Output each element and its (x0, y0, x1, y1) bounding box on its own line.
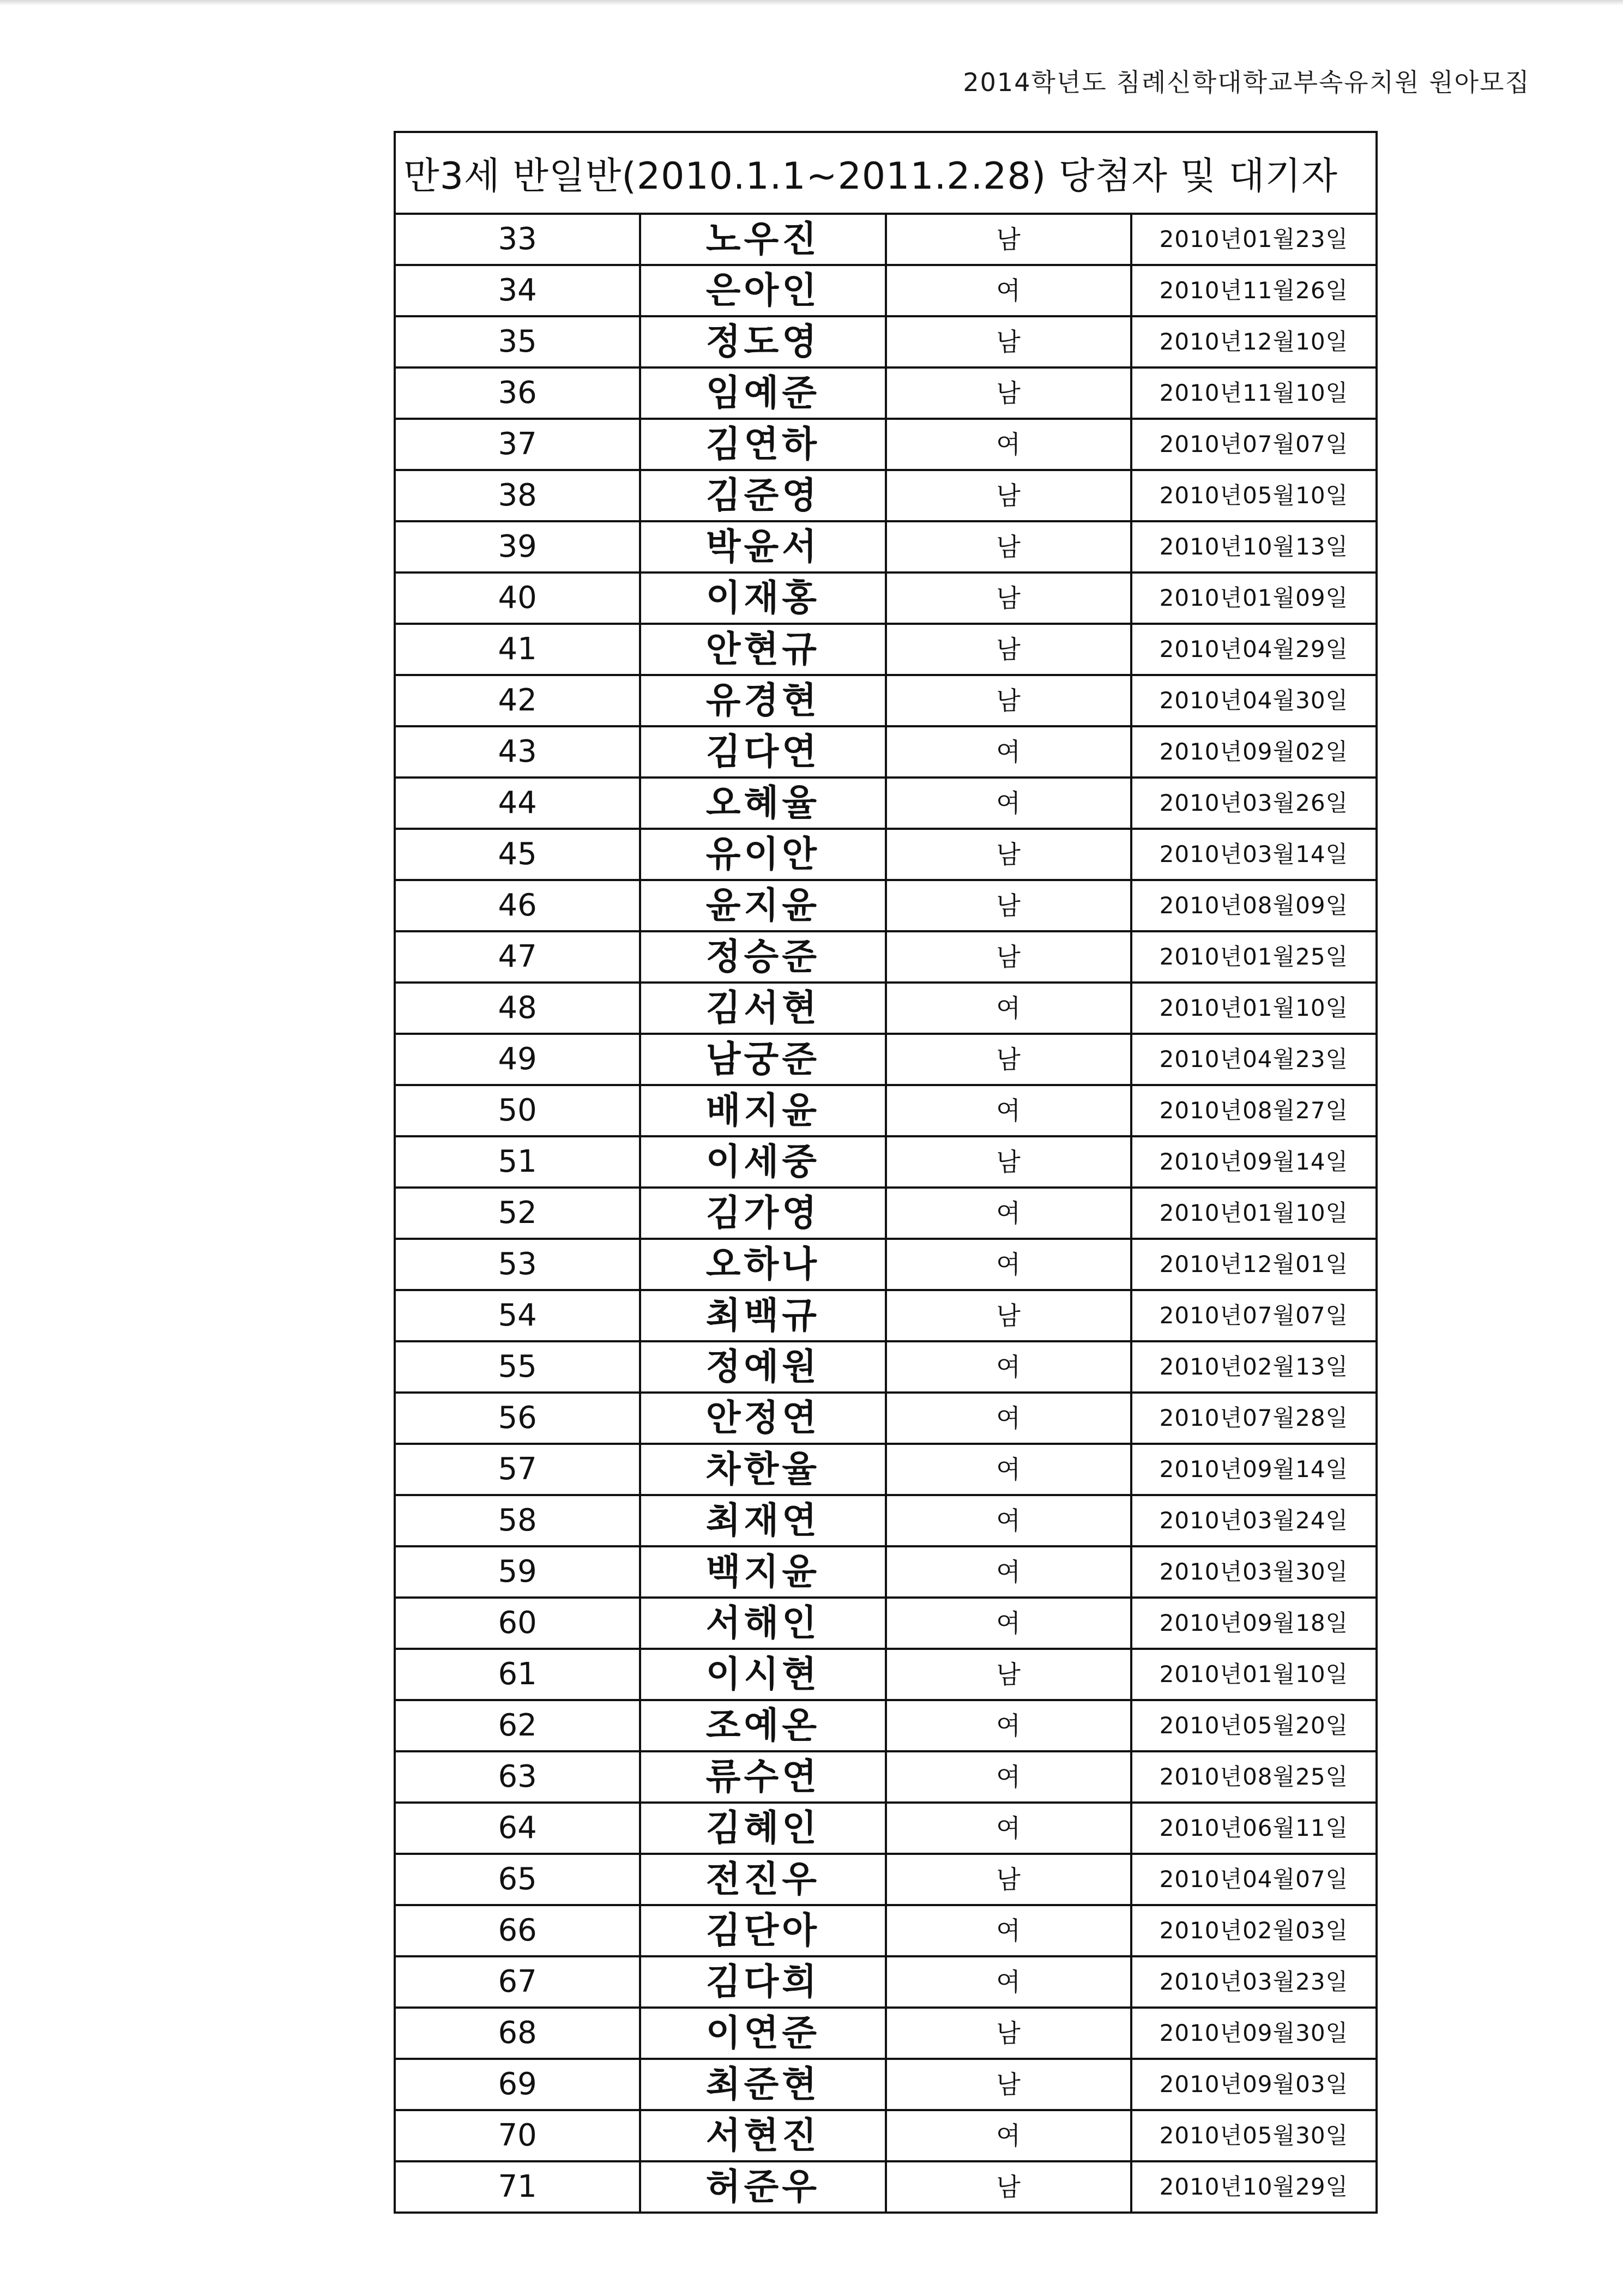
gender-cell: 남 (886, 1290, 1131, 1341)
gender-cell: 남 (886, 470, 1131, 521)
child-name: 정예원 (640, 1341, 885, 1393)
table-row (395, 573, 1377, 624)
row-number: 63 (395, 1751, 640, 1803)
birthdate-cell: 2010년04월29일 (1131, 624, 1377, 675)
row-number: 52 (395, 1188, 640, 1239)
child-name: 김단아 (640, 1905, 885, 1956)
birthdate-cell: 2010년10월29일 (1131, 2161, 1377, 2213)
row-number: 45 (395, 829, 640, 880)
birthdate-cell: 2010년09월30일 (1131, 2008, 1377, 2059)
row-number: 50 (395, 1085, 640, 1136)
row-number: 60 (395, 1598, 640, 1649)
table-row (395, 419, 1377, 470)
row-number: 49 (395, 1034, 640, 1085)
row-number: 71 (395, 2161, 640, 2213)
child-name: 유경현 (640, 675, 885, 726)
gender-cell: 남 (886, 2161, 1131, 2213)
child-name: 김가영 (640, 1188, 885, 1239)
row-number: 42 (395, 675, 640, 726)
gender-cell: 여 (886, 1495, 1131, 1546)
birthdate-cell: 2010년06월11일 (1131, 1803, 1377, 1854)
birthdate-cell: 2010년03월23일 (1131, 1956, 1377, 2008)
child-name: 전진우 (640, 1854, 885, 1905)
row-number: 39 (395, 521, 640, 573)
child-name: 윤지윤 (640, 880, 885, 931)
gender-cell: 남 (886, 573, 1131, 624)
table-row (395, 1444, 1377, 1495)
gender-cell: 여 (886, 2110, 1131, 2161)
row-number: 66 (395, 1905, 640, 1956)
row-number: 37 (395, 419, 640, 470)
row-number: 70 (395, 2110, 640, 2161)
birthdate-cell: 2010년01월10일 (1131, 983, 1377, 1034)
table-row (395, 1239, 1377, 1290)
row-number: 64 (395, 1803, 640, 1854)
gender-cell: 남 (886, 521, 1131, 573)
table-title-row (395, 132, 1377, 214)
gender-cell: 여 (886, 1803, 1131, 1854)
child-name: 김다연 (640, 726, 885, 778)
gender-cell: 여 (886, 1598, 1131, 1649)
gender-cell: 남 (886, 214, 1131, 265)
row-number: 48 (395, 983, 640, 1034)
birthdate-cell: 2010년09월03일 (1131, 2059, 1377, 2110)
row-number: 33 (395, 214, 640, 265)
row-number: 41 (395, 624, 640, 675)
child-name: 남궁준 (640, 1034, 885, 1085)
birthdate-cell: 2010년02월03일 (1131, 1905, 1377, 1956)
gender-cell: 여 (886, 1341, 1131, 1393)
child-name: 정도영 (640, 316, 885, 367)
child-name: 이연준 (640, 2008, 885, 2059)
birthdate-cell: 2010년03월14일 (1131, 829, 1377, 880)
gender-cell: 남 (886, 829, 1131, 880)
birthdate-cell: 2010년01월10일 (1131, 1188, 1377, 1239)
table-row (395, 829, 1377, 880)
child-name: 서해인 (640, 1598, 885, 1649)
gender-cell: 여 (886, 1905, 1131, 1956)
child-name: 정승준 (640, 931, 885, 983)
child-name: 최백규 (640, 1290, 885, 1341)
gender-cell: 여 (886, 1444, 1131, 1495)
gender-cell: 여 (886, 778, 1131, 829)
row-number: 43 (395, 726, 640, 778)
child-name: 최준현 (640, 2059, 885, 2110)
table-row (395, 1136, 1377, 1188)
table-row (395, 983, 1377, 1034)
row-number: 69 (395, 2059, 640, 2110)
child-name: 박윤서 (640, 521, 885, 573)
table-row (395, 2110, 1377, 2161)
table-row (395, 1393, 1377, 1444)
table-row (395, 1034, 1377, 1085)
table-row (395, 1085, 1377, 1136)
gender-cell: 여 (886, 1751, 1131, 1803)
birthdate-cell: 2010년03월26일 (1131, 778, 1377, 829)
child-name: 조예온 (640, 1700, 885, 1751)
scan-edge-artifact (0, 0, 1623, 5)
row-number: 62 (395, 1700, 640, 1751)
row-number: 54 (395, 1290, 640, 1341)
gender-cell: 남 (886, 675, 1131, 726)
gender-cell: 남 (886, 2059, 1131, 2110)
birthdate-cell: 2010년03월30일 (1131, 1546, 1377, 1598)
child-name: 차한율 (640, 1444, 885, 1495)
child-name: 허준우 (640, 2161, 885, 2213)
row-number: 53 (395, 1239, 640, 1290)
gender-cell: 여 (886, 265, 1131, 316)
birthdate-cell: 2010년04월23일 (1131, 1034, 1377, 1085)
child-name: 이재홍 (640, 573, 885, 624)
gender-cell: 여 (886, 1188, 1131, 1239)
gender-cell: 여 (886, 419, 1131, 470)
birthdate-cell: 2010년07월07일 (1131, 1290, 1377, 1341)
birthdate-cell: 2010년01월10일 (1131, 1649, 1377, 1700)
birthdate-cell: 2010년05월30일 (1131, 2110, 1377, 2161)
gender-cell: 남 (886, 1649, 1131, 1700)
child-name: 은아인 (640, 265, 885, 316)
table-row (395, 1188, 1377, 1239)
birthdate-cell: 2010년08월09일 (1131, 880, 1377, 931)
birthdate-cell: 2010년12월10일 (1131, 316, 1377, 367)
child-name: 백지윤 (640, 1546, 885, 1598)
birthdate-cell: 2010년09월18일 (1131, 1598, 1377, 1649)
row-number: 67 (395, 1956, 640, 2008)
row-number: 61 (395, 1649, 640, 1700)
gender-cell: 여 (886, 1239, 1131, 1290)
row-number: 57 (395, 1444, 640, 1495)
table-row (395, 2008, 1377, 2059)
child-name: 이세중 (640, 1136, 885, 1188)
gender-cell: 여 (886, 1700, 1131, 1751)
birthdate-cell: 2010년08월25일 (1131, 1751, 1377, 1803)
table-row (395, 1803, 1377, 1854)
birthdate-cell: 2010년04월30일 (1131, 675, 1377, 726)
birthdate-cell: 2010년01월23일 (1131, 214, 1377, 265)
table-row (395, 316, 1377, 367)
child-name: 류수연 (640, 1751, 885, 1803)
table-row (395, 470, 1377, 521)
birthdate-cell: 2010년11월26일 (1131, 265, 1377, 316)
table-title: 만3세 반일반(2010.1.1~2011.2.28) 당첨자 및 대기자 (395, 132, 1377, 214)
row-number: 68 (395, 2008, 640, 2059)
row-number: 55 (395, 1341, 640, 1393)
table-row (395, 1905, 1377, 1956)
gender-cell: 여 (886, 1085, 1131, 1136)
birthdate-cell: 2010년03월24일 (1131, 1495, 1377, 1546)
child-name: 오하나 (640, 1239, 885, 1290)
row-number: 46 (395, 880, 640, 931)
gender-cell: 남 (886, 316, 1131, 367)
birthdate-cell: 2010년10월13일 (1131, 521, 1377, 573)
child-name: 김다희 (640, 1956, 885, 2008)
gender-cell: 여 (886, 726, 1131, 778)
table-row (395, 931, 1377, 983)
child-name: 노우진 (640, 214, 885, 265)
child-name: 임예준 (640, 367, 885, 419)
gender-cell: 여 (886, 983, 1131, 1034)
document-header: 2014학년도 침례신학대학교부속유치원 원아모집 (963, 68, 1530, 97)
gender-cell: 남 (886, 1034, 1131, 1085)
birthdate-cell: 2010년05월20일 (1131, 1700, 1377, 1751)
row-number: 51 (395, 1136, 640, 1188)
birthdate-cell: 2010년07월28일 (1131, 1393, 1377, 1444)
birthdate-cell: 2010년09월14일 (1131, 1136, 1377, 1188)
gender-cell: 여 (886, 1956, 1131, 2008)
child-name: 안정연 (640, 1393, 885, 1444)
table-row (395, 880, 1377, 931)
row-number: 44 (395, 778, 640, 829)
birthdate-cell: 2010년04월07일 (1131, 1854, 1377, 1905)
table-row (395, 624, 1377, 675)
birthdate-cell: 2010년01월25일 (1131, 931, 1377, 983)
child-name: 서현진 (640, 2110, 885, 2161)
birthdate-cell: 2010년09월02일 (1131, 726, 1377, 778)
roster-body (395, 214, 1377, 2213)
child-name: 김혜인 (640, 1803, 885, 1854)
row-number: 65 (395, 1854, 640, 1905)
table-row (395, 1495, 1377, 1546)
child-name: 김연하 (640, 419, 885, 470)
birthdate-cell: 2010년02월13일 (1131, 1341, 1377, 1393)
row-number: 58 (395, 1495, 640, 1546)
table-row (395, 1751, 1377, 1803)
birthdate-cell: 2010년09월14일 (1131, 1444, 1377, 1495)
gender-cell: 남 (886, 367, 1131, 419)
table-row (395, 778, 1377, 829)
row-number: 56 (395, 1393, 640, 1444)
table-row (395, 1598, 1377, 1649)
child-name: 이시현 (640, 1649, 885, 1700)
row-number: 40 (395, 573, 640, 624)
child-name: 최재연 (640, 1495, 885, 1546)
table-row (395, 726, 1377, 778)
gender-cell: 여 (886, 1546, 1131, 1598)
admission-roster-table (394, 131, 1378, 2214)
child-name: 안현규 (640, 624, 885, 675)
table-row (395, 214, 1377, 265)
gender-cell: 남 (886, 2008, 1131, 2059)
gender-cell: 남 (886, 1136, 1131, 1188)
child-name: 김준영 (640, 470, 885, 521)
child-name: 오혜율 (640, 778, 885, 829)
table-row (395, 1956, 1377, 2008)
table-row (395, 1700, 1377, 1751)
table-row (395, 1854, 1377, 1905)
table-row (395, 675, 1377, 726)
table-row (395, 1649, 1377, 1700)
gender-cell: 남 (886, 1854, 1131, 1905)
table-row (395, 1546, 1377, 1598)
birthdate-cell: 2010년05월10일 (1131, 470, 1377, 521)
child-name: 배지윤 (640, 1085, 885, 1136)
child-name: 김서현 (640, 983, 885, 1034)
gender-cell: 남 (886, 880, 1131, 931)
table-row (395, 367, 1377, 419)
gender-cell: 남 (886, 624, 1131, 675)
birthdate-cell: 2010년12월01일 (1131, 1239, 1377, 1290)
birthdate-cell: 2010년01월09일 (1131, 573, 1377, 624)
birthdate-cell: 2010년08월27일 (1131, 1085, 1377, 1136)
row-number: 38 (395, 470, 640, 521)
birthdate-cell: 2010년07월07일 (1131, 419, 1377, 470)
table-row (395, 1290, 1377, 1341)
child-name: 유이안 (640, 829, 885, 880)
table-row (395, 265, 1377, 316)
table-row (395, 521, 1377, 573)
table-row (395, 2059, 1377, 2110)
gender-cell: 남 (886, 931, 1131, 983)
row-number: 47 (395, 931, 640, 983)
table-row (395, 2161, 1377, 2213)
row-number: 36 (395, 367, 640, 419)
row-number: 34 (395, 265, 640, 316)
row-number: 35 (395, 316, 640, 367)
birthdate-cell: 2010년11월10일 (1131, 367, 1377, 419)
gender-cell: 여 (886, 1393, 1131, 1444)
table-row (395, 1341, 1377, 1393)
row-number: 59 (395, 1546, 640, 1598)
